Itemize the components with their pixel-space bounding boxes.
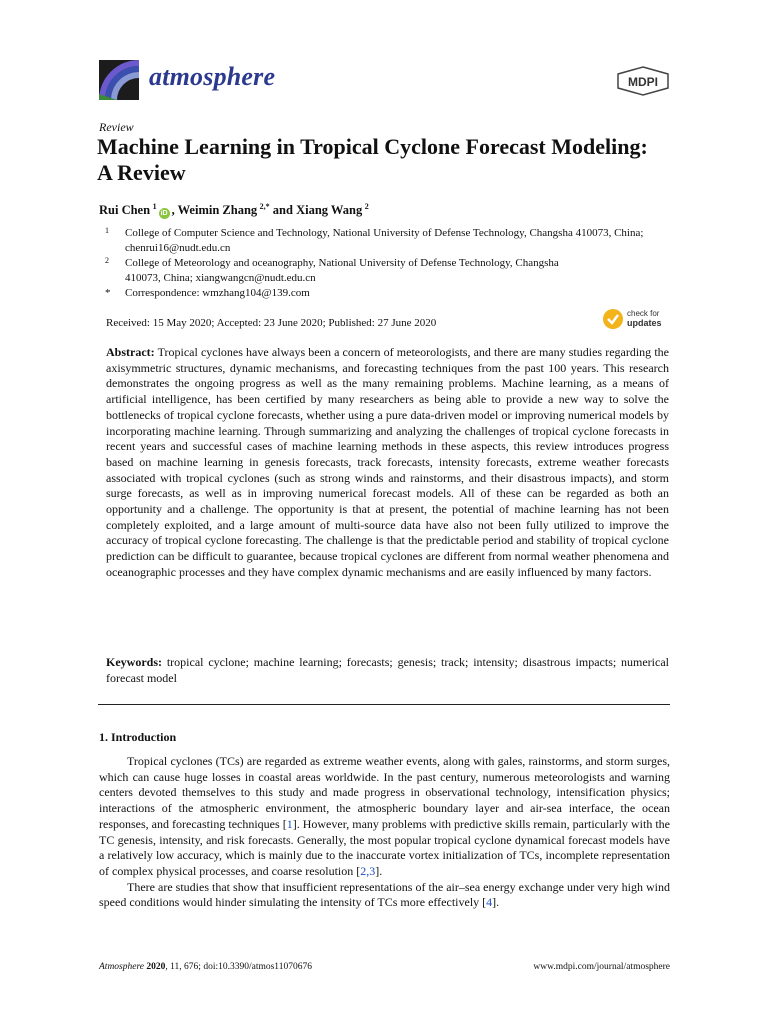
check-for-updates-badge[interactable]: [600, 306, 680, 332]
affiliation-text: College of Computer Science and Technology, National University of Defense Technology, Changsha 410073, China; chenrui16@nudt.edu.cn: [125, 227, 644, 254]
author-affiliation-sup: 1: [152, 202, 157, 211]
keywords-label: Keywords:: [106, 655, 162, 669]
article-type: Review: [99, 120, 134, 134]
abstract: [106, 345, 669, 581]
citation-link[interactable]: 4: [486, 895, 493, 910]
journal-name: atmosphere: [149, 62, 276, 91]
author-conjunction: and: [272, 203, 293, 218]
journal-logo-icon: [99, 60, 139, 100]
check-updates-line1: check for: [627, 309, 660, 318]
affiliation-text: College of Meteorology and oceanography, National University of Defense Technology, Changsha 410073, China; xiangwangcn@nudt.edu.cn: [125, 257, 559, 284]
citation-link[interactable]: 2,3: [360, 863, 376, 878]
check-updates-line2: updates: [627, 318, 662, 328]
author-name[interactable]: Rui Chen: [99, 203, 151, 218]
orcid-icon[interactable]: iD: [160, 210, 168, 218]
publication-dates: Received: 15 May 2020; Accepted: 23 June 2020; Published: 27 June 2020: [106, 317, 437, 329]
mdpi-logo-text: MDPI: [628, 75, 658, 89]
affiliation-number: 2: [105, 256, 109, 265]
author-name[interactable]: Weimin Zhang: [177, 203, 258, 218]
section-divider: [98, 704, 670, 705]
footer-year: 2020: [146, 962, 166, 972]
paragraph: Tropical cyclones (TCs) are regarded as extreme weather events, along with gales, rainstorms, and storm surges, which can cause huge losses in coastal areas worldwide. In the past century, numerous meteorologists and warning centers devoted themselves to this study and made progress in observational technology, intensification physics; interactions of the atmospheric environment, the atmospheric boundary layer and air-sea interface, the ocean responses, and forecasting techniques [1]. However, many problems with predictive skills remain, particularly with the TC genesis, intensity, and risk forecasts. Generally, the most popular tropical cyclone dynamical forecast models have a relatively low accuracy, which is mainly due to the inaccurate vortex initialization of TCs, incomplete representation of complex physical processes, and coarse resolution [2,3].: [99, 754, 671, 878]
author-list: Rui Chen $^1$iD , Weimin Zhang $^{2,*}$ and Xiang Wang $^2$: [99, 202, 369, 218]
affiliation-number: 1: [105, 226, 109, 235]
keywords-text: tropical cyclone; machine learning; forecasts; genesis; track; intensity; disastrous impacts; numerical forecast model: [106, 655, 670, 685]
author-name[interactable]: Xiang Wang: [296, 203, 363, 218]
author-affiliation-sup: 2: [364, 202, 369, 211]
footer-url[interactable]: www.mdpi.com/journal/atmosphere: [533, 962, 670, 972]
correspondence-text: Correspondence: wmzhang104@139.com: [125, 287, 310, 299]
paragraph: There are studies that show that insufficient representations of the air–sea energy exchange under very high wind speed conditions would hinder simulating the intensity of TCs more effectively [4].: [99, 879, 670, 910]
section-heading: 1. Introduction: [99, 730, 177, 744]
abstract-label: Abstract:: [106, 345, 155, 359]
mdpi-logo-icon: [616, 66, 670, 96]
footer-citation: [99, 962, 312, 972]
article-title: Machine Learning in Tropical Cyclone Forecast Modeling: A Review: [97, 134, 648, 185]
footer-journal: Atmosphere: [99, 962, 145, 972]
check-updates-icon: [602, 308, 624, 330]
keywords: [106, 655, 669, 686]
affiliation-number: *: [105, 287, 111, 299]
author-affiliation-sup: 2,*: [259, 202, 270, 211]
citation-link[interactable]: 1: [286, 816, 293, 831]
abstract-text: Tropical cyclones have always been a concern of meteorologists, and there are many studies regarding the axisymmetric structures, dynamic mechanisms, and forecasting techniques from the past 100 years. This research demonstrates the ongoing progress as well as the many remaining problems. Machine learning, as a means of artificial intelligence, has been certified by many researchers as being able to provide a new way to solve the bottlenecks of tropical cyclone forecasts, whether using a pure data-driven model or improving numerical models by incorporating machine learning. Through summarizing and analyzing the challenges of tropical cyclone forecasts in recent years and successful cases of machine learning methods in these aspects, this review introduces progress based on machine learning in genesis forecasts, track forecasts, intensity forecasts, extreme weather forecasts associated with tropical cyclones (such as strong winds and rainstorms, and their disastrous impacts), and storm surge forecasts, as well as in improving numerical forecast models. All of these can be regarded as both an opportunity and a challenge. The opportunity is that at present, the potential of machine learning has not been completely exploited, and a large amount of multi-source data have also not been fully utilized to improve the accuracy of tropical cyclone forecasting. The challenge is that the predictable period and stability of tropical cyclone prediction can be difficult to guarantee, because tropical cyclones are different from normal weather phenomena and oceanographic processes and they have complex dynamic mechanisms and are easily influenced by many factors.: [106, 345, 669, 579]
introduction-text: [99, 754, 670, 911]
footer-doi: , 11, 676; doi:10.3390/atmos11070676: [165, 962, 312, 972]
